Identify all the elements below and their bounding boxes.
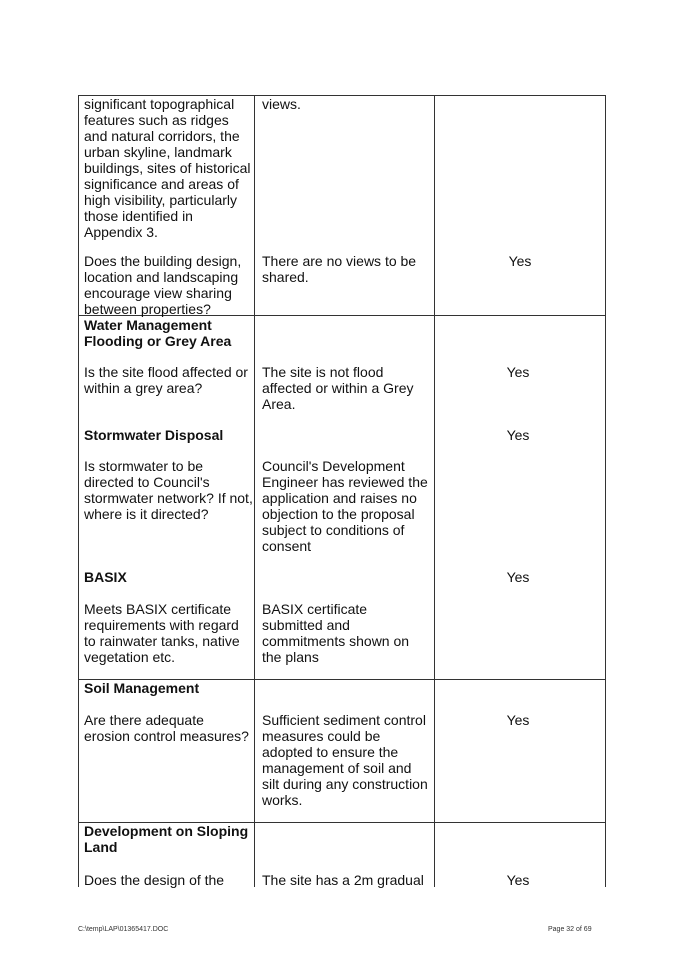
soil-question: Are there adequate erosion control measures? [84, 712, 249, 744]
flood-complies: Yes [506, 364, 530, 380]
soil-management-heading: Soil Management [84, 680, 200, 696]
views-sharing-answer: There are no views to be shared. [262, 253, 417, 285]
footer-page-number: Page 32 of 69 [548, 926, 592, 933]
basix-question: Meets BASIX certificate requirements with regard to rainwater tanks, native vegetation etc. [84, 601, 240, 665]
basix-answer: BASIX certificate submitted and commitments shown on the plans [262, 601, 410, 665]
stormwater-question: Is stormwater to be directed to Council's stormwater network? If not, where is it directed? [84, 458, 253, 522]
basix-complies: Yes [506, 569, 530, 585]
table-border-left [78, 95, 79, 887]
flood-question: Is the site flood affected or within a grey area? [84, 364, 248, 396]
soil-complies: Yes [506, 712, 530, 728]
sloping-complies: Yes [506, 872, 530, 888]
table-border-right [605, 95, 606, 887]
sloping-land-heading: Development on Sloping Land [84, 823, 249, 855]
views-complies: Yes [508, 253, 532, 269]
views-comment-intro: views. [262, 96, 301, 112]
flood-answer: The site is not flood affected or within a Grey Area. [262, 364, 414, 412]
stormwater-heading: Stormwater Disposal [84, 427, 224, 443]
sloping-question: Does the design of the [84, 872, 225, 888]
table-divider-2 [434, 95, 435, 887]
footer-file-path: C:\temp\LAP\01365417.DOC [78, 926, 169, 933]
basix-heading: BASIX [84, 569, 127, 585]
table-divider-1 [254, 95, 255, 887]
water-management-heading: Water Management Flooding or Grey Area [84, 317, 232, 349]
soil-answer: Sufficient sediment control measures could be adopted to ensure the management of soil and silt during any construction works. [262, 712, 428, 808]
stormwater-answer: Council's Development Engineer has reviewed the application and raises no objection to the proposal subject to conditions of consent [262, 458, 428, 554]
stormwater-complies: Yes [506, 427, 530, 443]
sloping-answer: The site has a 2m gradual [262, 872, 424, 888]
views-sharing-question: Does the building design, location and landscaping encourage view sharing between properties? [84, 253, 242, 317]
views-criteria-intro: significant topographical features such as ridges and natural corridors, the urban skyline, landmark buildings, sites of historical significance and areas of high visibility, particularly those identified in Appendix 3. [84, 96, 251, 240]
